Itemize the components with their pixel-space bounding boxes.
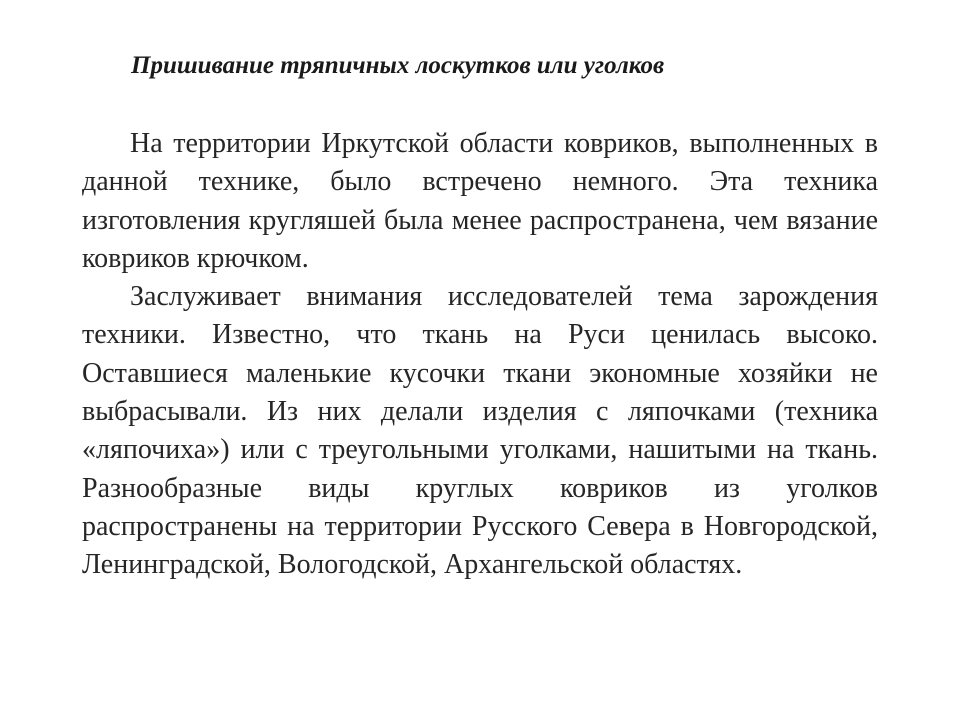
paragraph-1: На территории Иркутской области ковриков, выполненных в данной технике, было встречено немного. Эта техника изготовления кругляшей была менее распространена, чем вязание ковриков крючком. xyxy=(82,128,878,274)
document-title: Пришивание тряпичных лоскутков или уголков xyxy=(131,52,665,79)
paragraph-2: Заслуживает внимания исследователей тема зарождения техники. Известно, что ткань на Руси ценилась высоко. Оставшиеся маленькие кусочки ткани экономные хозяйки не выбрасывали. Из них делали изделия с ляпочками (техника «ляпочиха») или с треугольными уголками, нашитыми на ткань. xyxy=(82,281,878,466)
document-body xyxy=(82,125,878,585)
paragraph-3: Разнообразные виды круглых ковриков из уголков распространены на территории Русского Севера в Новгородской, Ленинградской, Вологодской, Архангельской областях. xyxy=(82,472,878,581)
